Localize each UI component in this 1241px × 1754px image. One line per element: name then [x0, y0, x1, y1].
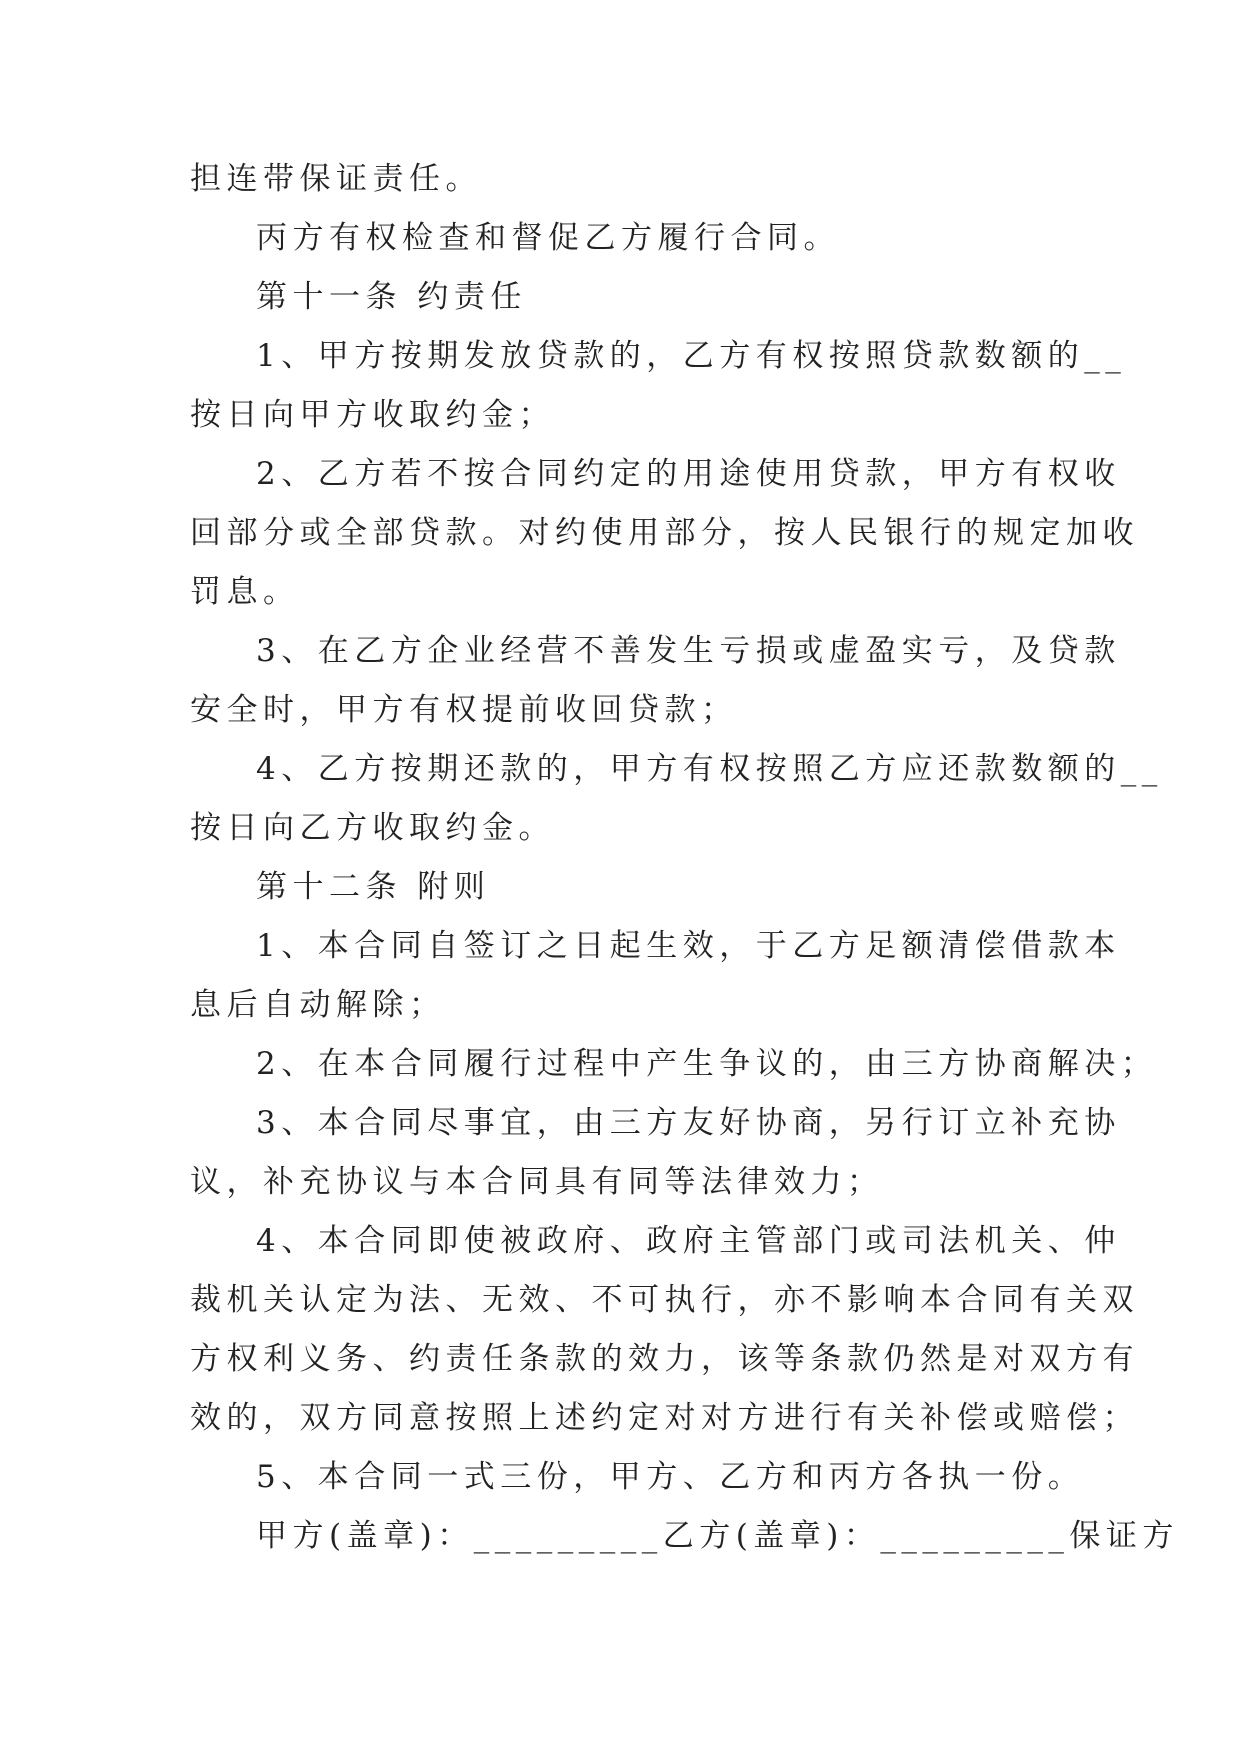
- text-line: 3、在乙方企业经营不善发生亏损或虚盈实亏，及贷款: [256, 633, 1121, 669]
- text-line: 5、本合同一式三份，甲方、乙方和丙方各执一份。: [256, 1459, 1085, 1495]
- text-line: 4、本合同即使被政府、政府主管部门或司法机关、仲: [256, 1223, 1121, 1259]
- text-line: 效的，双方同意按照上述约定对对方进行有关补偿或赔偿；: [190, 1400, 1139, 1436]
- text-line: 按日向甲方收取约金；: [190, 397, 555, 433]
- text-line: 方权利义务、约责任条款的效力，该等条款仍然是对双方有: [190, 1341, 1139, 1377]
- text-line: 罚息。: [190, 574, 300, 610]
- text-line: 2、在本合同履行过程中产生争议的，由三方协商解决；: [256, 1046, 1158, 1082]
- text-line: 丙方有权检查和督促乙方履行合同。: [256, 220, 840, 256]
- text-line: 1、甲方按期发放贷款的，乙方有权按照贷款数额的__: [256, 338, 1127, 374]
- text-line: 按日向乙方收取约金。: [190, 810, 555, 846]
- article-heading: 第十二条 附则: [256, 869, 491, 905]
- text-line: 裁机关认定为法、无效、不可执行，亦不影响本合同有关双: [190, 1282, 1139, 1318]
- text-line: 回部分或全部贷款。对约使用部分，按人民银行的规定加收: [190, 515, 1139, 551]
- text-line: 议，补充协议与本合同具有同等法律效力；: [190, 1164, 884, 1200]
- signature-line: 甲方(盖章)：_________乙方(盖章)：_________保证方: [256, 1518, 1179, 1554]
- text-line: 4、乙方按期还款的，甲方有权按照乙方应还款数额的__: [256, 751, 1163, 787]
- text-line: 安全时，甲方有权提前收回贷款；: [190, 692, 738, 728]
- article-heading: 第十一条 约责任: [256, 279, 527, 315]
- document-body: [190, 150, 1179, 1566]
- text-line: 3、本合同尽事宜，由三方友好协商，另行订立补充协: [256, 1105, 1121, 1141]
- text-line: 1、本合同自签订之日起生效，于乙方足额清偿借款本: [256, 928, 1121, 964]
- text-line: 担连带保证责任。: [190, 161, 482, 197]
- text-line: 2、乙方若不按合同约定的用途使用贷款，甲方有权收: [256, 456, 1121, 492]
- text-line: 息后自动解除；: [190, 987, 446, 1023]
